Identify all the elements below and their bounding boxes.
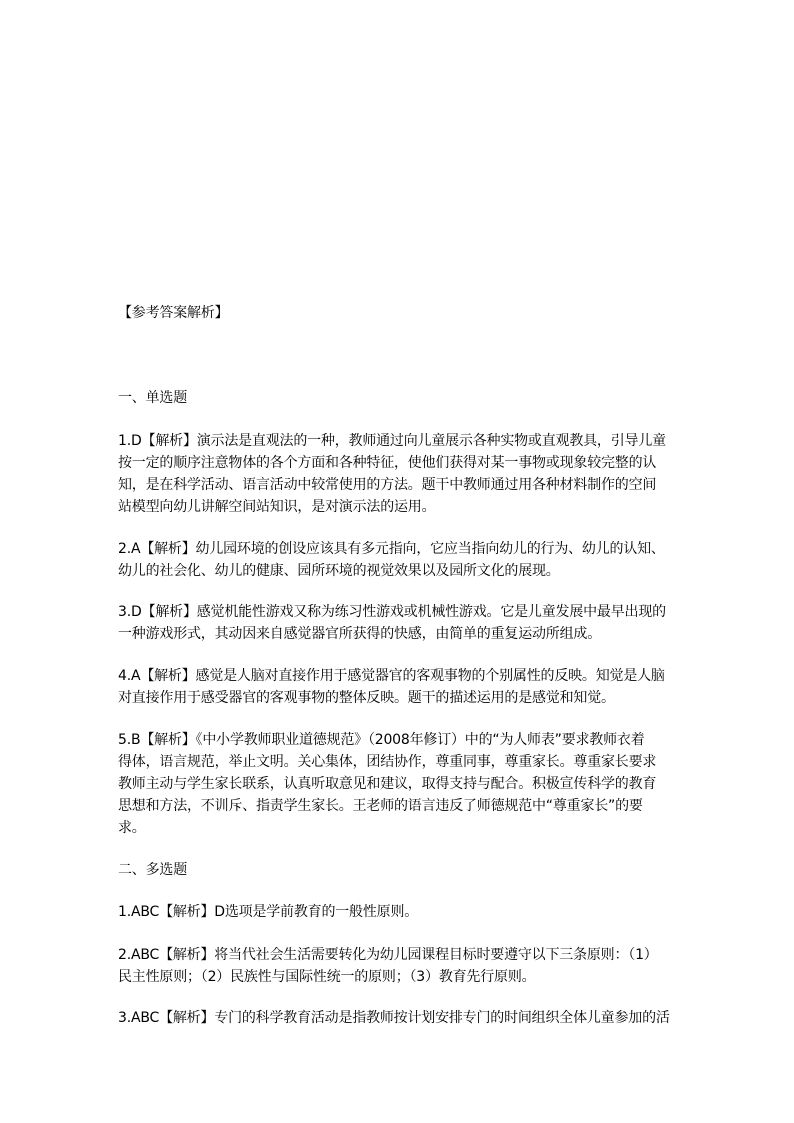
answer-paragraph <box>118 665 678 709</box>
answer-paragraph <box>118 901 678 923</box>
paragraph-line: 按一定的顺序注意物体的各个方面和各种特征，使他们获得对某一事物或现象较完整的认 <box>118 455 657 471</box>
section-heading-single-choice <box>118 387 678 409</box>
paragraph-line: 思想和方法，不训斥、指责学生家长。王老师的语言违反了师德规范中“尊重家长”的要 <box>118 798 643 814</box>
paragraph-line: 1.ABC【解析】D选项是学前教育的一般性原则。 <box>118 904 419 920</box>
answer-paragraph <box>118 430 678 518</box>
answer-paragraph <box>118 944 678 988</box>
paragraph-line: 教师主动与学生家长联系，认真听取意见和建议，取得支持与配合。积极宣传科学的教育 <box>118 776 657 792</box>
paragraph-line: 一种游戏形式，其动因来自感觉器官所获得的快感，由简单的重复运动所组成。 <box>118 626 601 642</box>
paragraph-line: 民主性原则；（2）民族性与国际性统一的原则；（3）教育先行原则。 <box>118 969 536 985</box>
paragraph-line: 幼儿的社会化、幼儿的健康、园所环境的视觉效果以及园所文化的展现。 <box>118 563 560 579</box>
paragraph-line: 2.A【解析】幼儿园环境的创设应该具有多元指向，它应当指向幼儿的行为、幼儿的认知、 <box>118 541 665 557</box>
heading-text: 二、多选题 <box>118 862 187 878</box>
paragraph-line: 1.D【解析】演示法是直观法的一种，教师通过向儿童展示各种实物或直观教具，引导儿童 <box>118 433 666 449</box>
title-text: 【参考答案解析】 <box>118 305 229 321</box>
answer-paragraph <box>118 729 678 839</box>
heading-text: 一、单选题 <box>118 390 187 406</box>
paragraph-line: 3.ABC【解析】专门的科学教育活动是指教师按计划安排专门的时间组织全体儿童参加的活 <box>118 1010 670 1026</box>
paragraph-line: 对直接作用于感受器官的客观事物的整体反映。题干的描述运用的是感觉和知觉。 <box>118 690 615 706</box>
answer-paragraph <box>118 1007 678 1029</box>
paragraph-line: 4.A【解析】感觉是人脑对直接作用于感觉器官的客观事物的个别属性的反映。知觉是人脑 <box>118 668 665 684</box>
paragraph-line: 5.B【解析】《中小学教师职业道德规范》（2008年修订）中的“为人师表”要求教师衣着 <box>118 732 645 748</box>
paragraph-line: 得体，语言规范，举止文明。关心集体，团结协作，尊重同事，尊重家长。尊重家长要求 <box>118 754 657 770</box>
paragraph-line: 3.D【解析】感觉机能性游戏又称为练习性游戏或机械性游戏。它是儿童发展中最早出现的 <box>118 604 666 620</box>
answer-paragraph <box>118 601 678 645</box>
paragraph-line: 知，是在科学活动、语言活动中较常使用的方法。题干中教师通过用各种材料制作的空间 <box>118 477 657 493</box>
paragraph-line: 站模型向幼儿讲解空间站知识，是对演示法的运用。 <box>118 499 436 515</box>
paragraph-line: 求。 <box>118 820 146 836</box>
section-heading-multiple-choice <box>118 859 678 881</box>
document-title <box>118 302 678 324</box>
paragraph-line: 2.ABC【解析】将当代社会生活需要转化为幼儿园课程目标时要遵守以下三条原则：（1） <box>118 947 658 963</box>
answer-paragraph <box>118 538 678 582</box>
